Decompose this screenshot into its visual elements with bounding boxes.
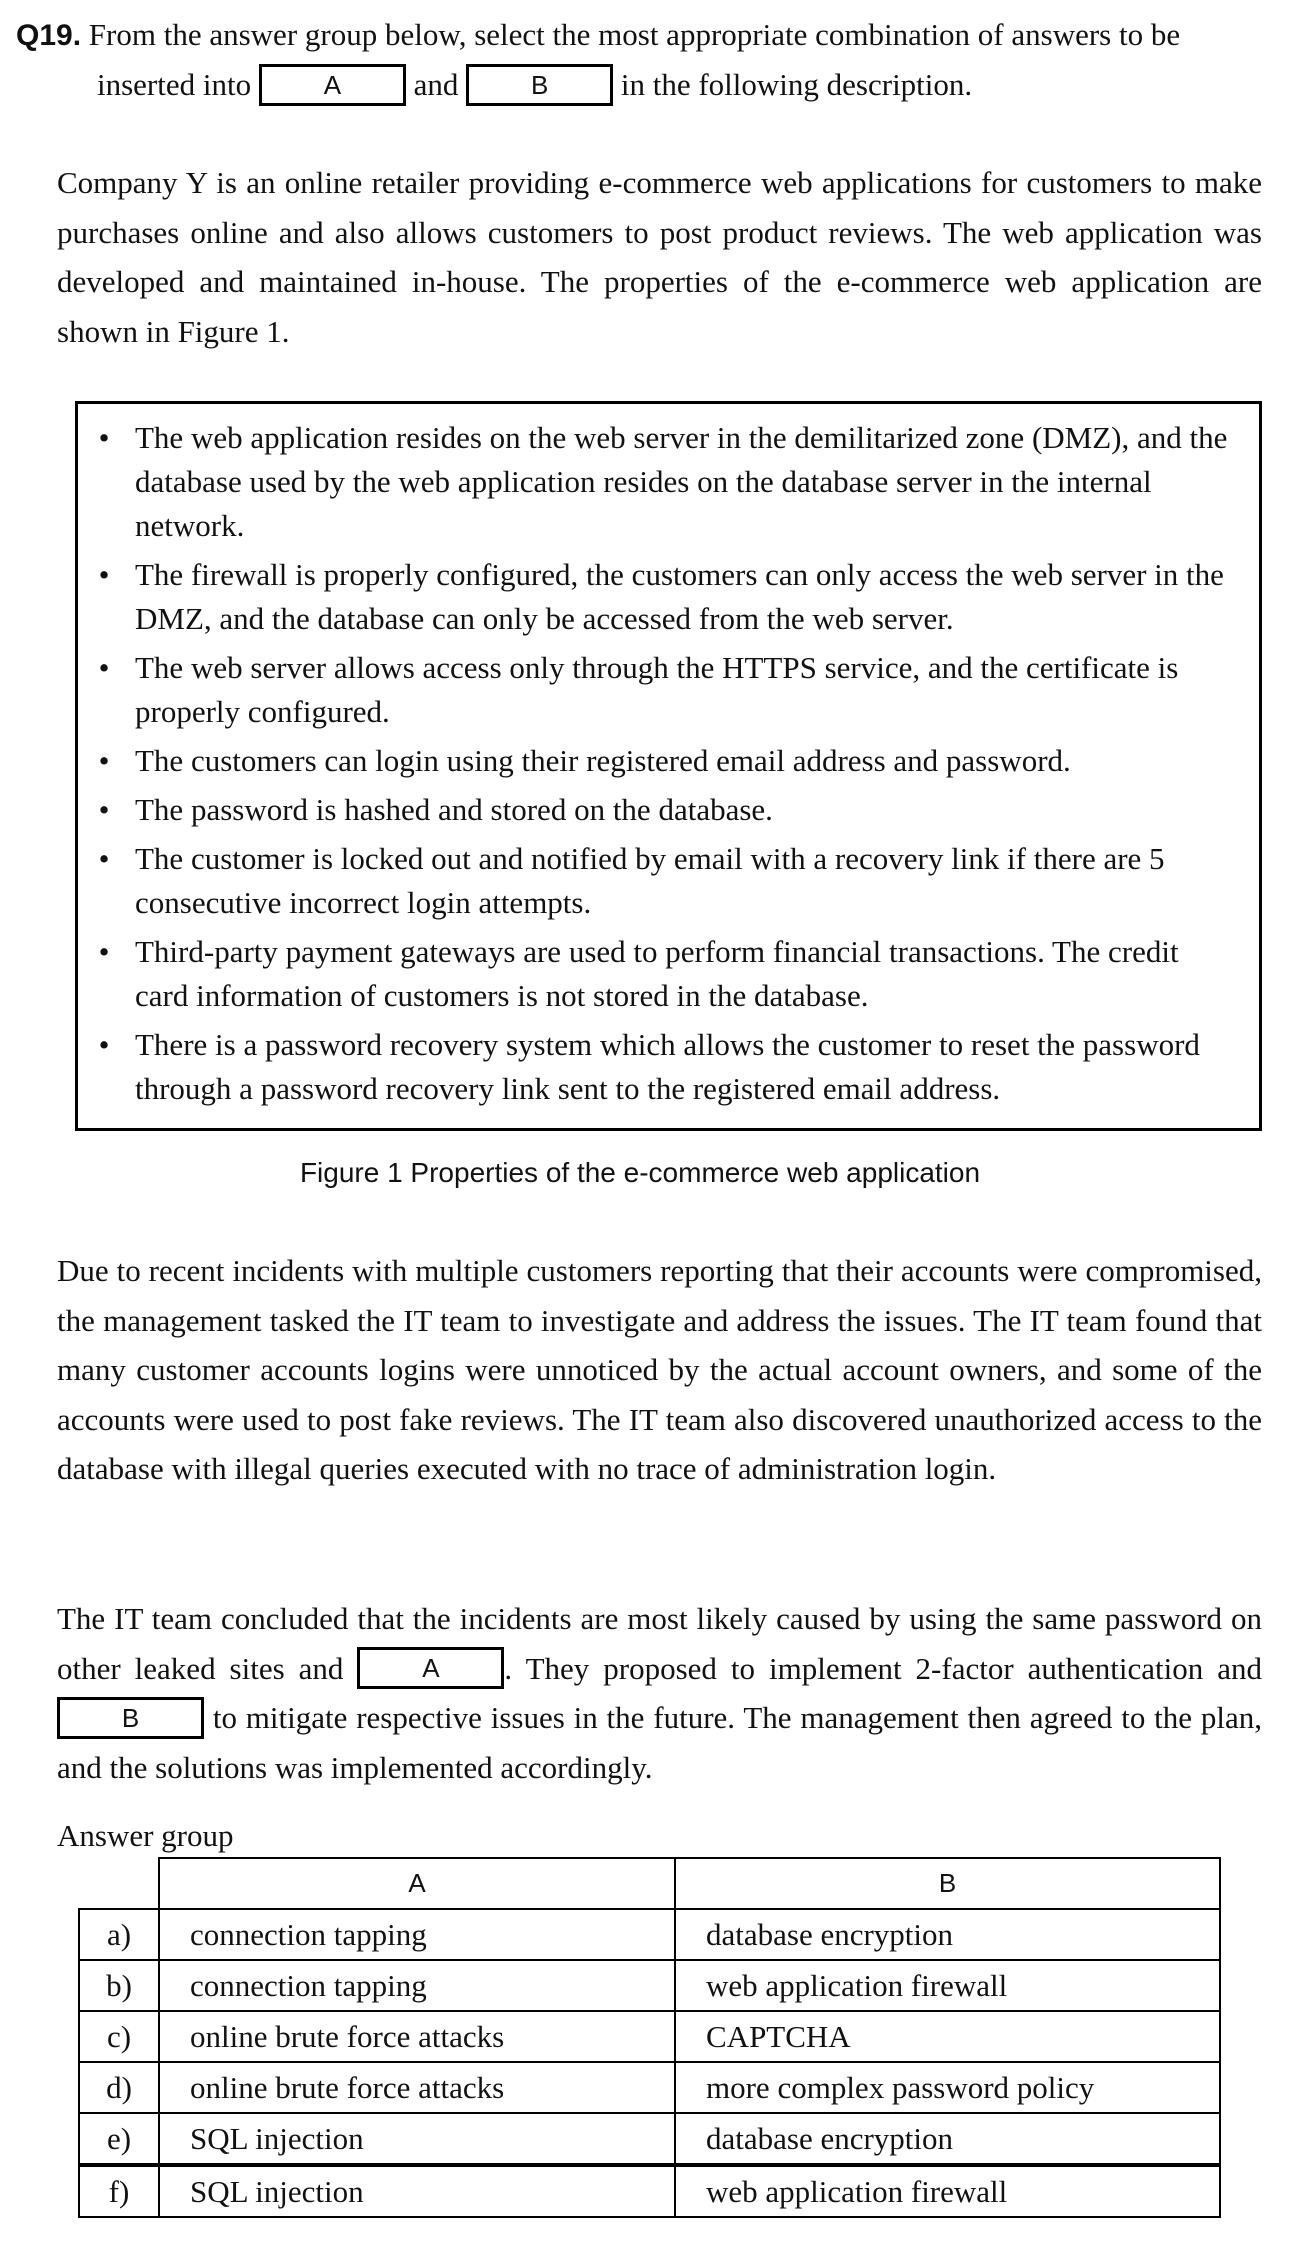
header-a: A bbox=[159, 1858, 675, 1909]
answer-b-value: database encryption bbox=[675, 1909, 1220, 1960]
scenario-paragraph-2: Due to recent incidents with multiple customers reporting that their accounts were compromised, the management tasked the IT team to investigate and address the issues. The IT team found that many customer accounts logins were unnoticed by the actual account owners, and some of the accounts were used to post fake reviews. The IT team also discovered unauthorized access to the database with illegal queries executed with no trace of administration login. bbox=[57, 1253, 1262, 1486]
paragraph-3-text-1: The IT team concluded that the incidents are most likely caused by using the same password on other leaked sites and bbox=[57, 1601, 1262, 1686]
bullet-icon: • bbox=[98, 841, 110, 876]
question-intro-line2 bbox=[97, 60, 972, 110]
bullet-icon: • bbox=[98, 792, 110, 827]
property-text: The password is hashed and stored on the database. bbox=[135, 792, 773, 827]
answer-a-value: SQL injection bbox=[159, 2113, 675, 2165]
figure-caption: Figure 1 Properties of the e-commerce web application bbox=[299, 1157, 981, 1188]
answer-row[interactable] bbox=[79, 2011, 1220, 2062]
question-intro-text-3: in the following description. bbox=[620, 67, 973, 102]
answer-letter: d) bbox=[79, 2062, 159, 2113]
answer-b-value: more complex password policy bbox=[675, 2062, 1220, 2113]
property-text: The customer is locked out and notified by email with a recovery link if there are 5 consecutive incorrect login attempts. bbox=[135, 841, 1165, 920]
property-item bbox=[78, 646, 1259, 734]
question-header bbox=[16, 10, 1286, 61]
question-intro-text-2: inserted into bbox=[97, 67, 252, 102]
properties-list bbox=[78, 416, 1259, 1116]
header-b: B bbox=[675, 1858, 1220, 1909]
answer-group-table bbox=[78, 1857, 1221, 2218]
answer-b-value: web application firewall bbox=[675, 1960, 1220, 2011]
property-item bbox=[78, 837, 1259, 925]
answer-a-value: SQL injection bbox=[159, 2165, 675, 2217]
blank-a-box-inline: A bbox=[357, 1647, 504, 1689]
property-item bbox=[78, 788, 1259, 832]
property-item bbox=[78, 739, 1259, 783]
property-text: The web application resides on the web server in the demilitarized zone (DMZ), and the database used by the web application resides on the database server in the internal network. bbox=[135, 420, 1228, 543]
bullet-icon: • bbox=[98, 420, 110, 455]
paragraph-3-text-3: to mitigate respective issues in the future. The management then agreed to the plan, and the solutions was implemented accordingly. bbox=[57, 1700, 1262, 1785]
property-item bbox=[78, 930, 1259, 1018]
answer-b-value: web application firewall bbox=[675, 2165, 1220, 2217]
scenario-paragraph-3 bbox=[57, 1594, 1262, 1792]
answer-letter: f) bbox=[79, 2165, 159, 2217]
answer-a-value: online brute force attacks bbox=[159, 2062, 675, 2113]
answer-letter: c) bbox=[79, 2011, 159, 2062]
bullet-icon: • bbox=[98, 1027, 110, 1062]
answer-letter: b) bbox=[79, 1960, 159, 2011]
answer-b-value: CAPTCHA bbox=[675, 2011, 1220, 2062]
property-text: The customers can login using their registered email address and password. bbox=[135, 743, 1071, 778]
figure-1-box bbox=[75, 401, 1262, 1131]
question-intro-and: and bbox=[413, 67, 459, 102]
scenario-paragraph-1: Company Y is an online retailer providing e-commerce web applications for customers to make purchases online and also allows customers to post product reviews. The web application was developed and maintained in-house. The properties of the e-commerce web application are shown in Figure 1. bbox=[57, 165, 1262, 349]
property-item bbox=[78, 1023, 1259, 1111]
answer-group-label: Answer group bbox=[57, 1818, 234, 1853]
question-number: Q19. bbox=[16, 19, 82, 52]
bullet-icon: • bbox=[98, 934, 110, 969]
bullet-icon: • bbox=[98, 650, 110, 685]
answer-a-value: connection tapping bbox=[159, 1960, 675, 2011]
question-intro-text: From the answer group below, select the most appropriate combination of answers to be bbox=[88, 17, 1181, 52]
answer-row[interactable] bbox=[79, 2165, 1220, 2217]
paragraph-3-text-2: . They proposed to implement 2-factor authentication and bbox=[504, 1650, 1262, 1686]
property-text: The web server allows access only through the HTTPS service, and the certificate is properly configured. bbox=[135, 650, 1179, 729]
answer-letter: a) bbox=[79, 1909, 159, 1960]
answer-row[interactable] bbox=[79, 2113, 1220, 2165]
answer-row[interactable] bbox=[79, 2062, 1220, 2113]
answer-row[interactable] bbox=[79, 1960, 1220, 2011]
blank-b-box: B bbox=[466, 64, 613, 106]
answer-a-value: online brute force attacks bbox=[159, 2011, 675, 2062]
bullet-icon: • bbox=[98, 743, 110, 778]
answer-row[interactable] bbox=[79, 1909, 1220, 1960]
header-corner bbox=[79, 1858, 159, 1909]
answer-letter: e) bbox=[79, 2113, 159, 2165]
property-text: There is a password recovery system which allows the customer to reset the password through a password recovery link sent to the registered email address. bbox=[135, 1027, 1200, 1106]
answer-a-value: connection tapping bbox=[159, 1909, 675, 1960]
answer-table-header bbox=[79, 1858, 1220, 1909]
bullet-icon: • bbox=[98, 557, 110, 592]
blank-b-box-inline: B bbox=[57, 1697, 204, 1739]
property-text: Third-party payment gateways are used to perform financial transactions. The credit card information of customers is not stored in the database. bbox=[135, 934, 1179, 1013]
answer-b-value: database encryption bbox=[675, 2113, 1220, 2165]
property-text: The firewall is properly configured, the customers can only access the web server in the DMZ, and the database can only be accessed from the web server. bbox=[135, 557, 1224, 636]
property-item bbox=[78, 553, 1259, 641]
property-item bbox=[78, 416, 1259, 548]
blank-a-box: A bbox=[259, 64, 406, 106]
